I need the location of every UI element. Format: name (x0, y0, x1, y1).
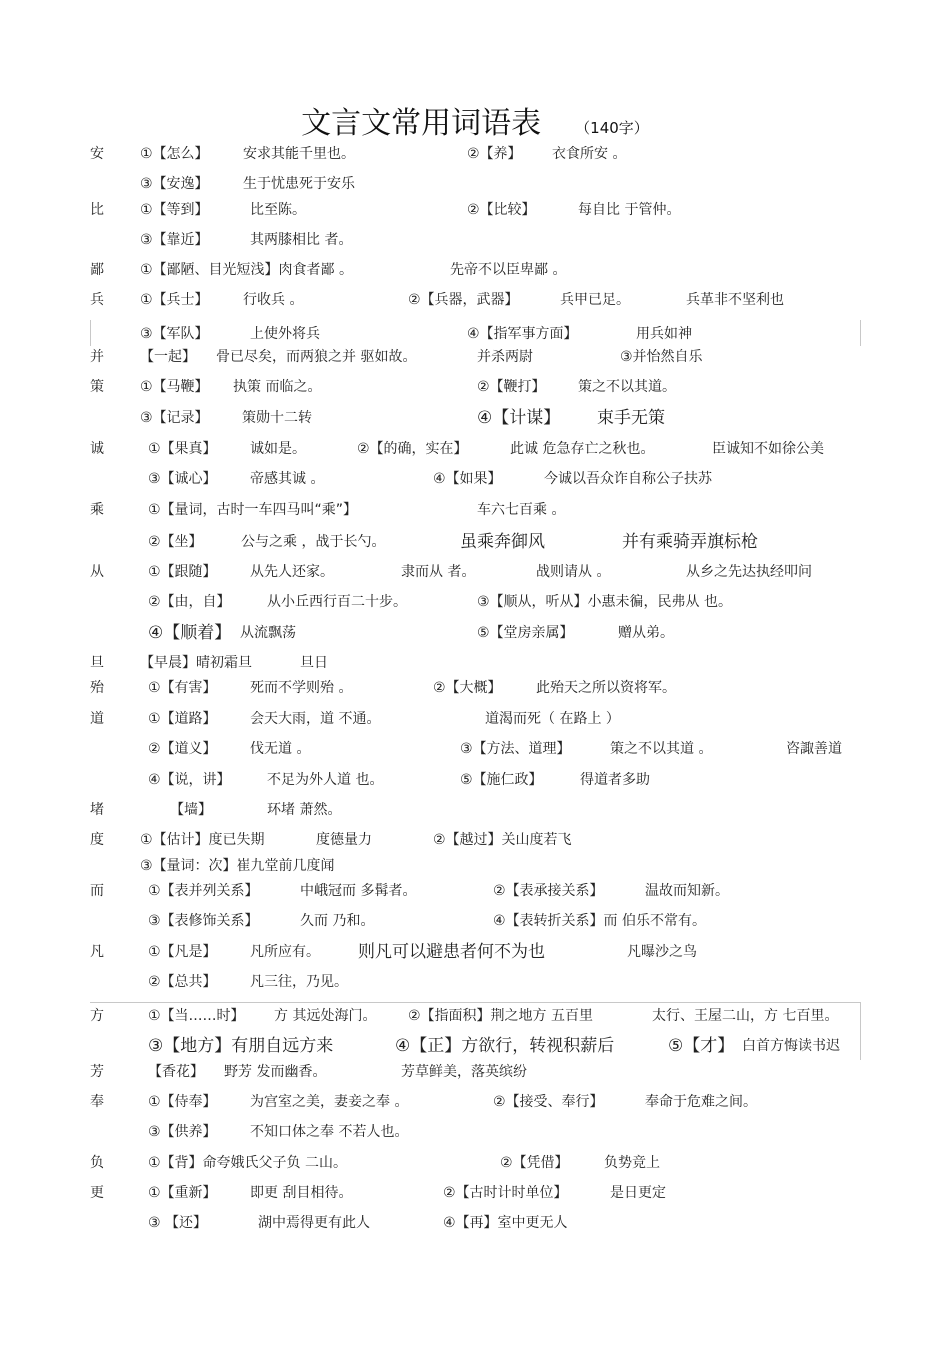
vocab-cell: 从流飘荡 (240, 625, 296, 641)
vocab-cell: 死而不学则殆 。 (250, 680, 353, 696)
vocab-cell: 安求其能千里也。 (243, 146, 355, 162)
vocab-cell: 方 (90, 1008, 104, 1024)
vocab-cell: 乘 (90, 502, 104, 518)
vocab-cell: 兵革非不坚利也 (686, 292, 784, 308)
vocab-line (0, 798, 950, 822)
vocab-cell: ①【重新】 (148, 1185, 217, 1201)
vocab-cell: 束手无策 (597, 408, 665, 428)
vocab-cell: 虽乘奔御风 (460, 532, 545, 552)
vocab-cell: 策勋十二转 (242, 410, 312, 426)
vocab-cell: ①【当……时】 (148, 1008, 245, 1024)
vocab-cell: ②【比较】 (467, 202, 536, 218)
vocab-cell: ①【等到】 (140, 202, 209, 218)
vocab-cell: 生于忧患死于安乐 (243, 176, 355, 192)
vocab-cell: ④【如果】 (433, 471, 502, 487)
vocab-cell: 今诚以吾众诈自称公子扶苏 (544, 471, 712, 487)
vocab-cell: 【早晨】晴初霜旦 (140, 655, 252, 671)
vocab-cell: 帝感其诚 。 (250, 471, 325, 487)
vocab-cell: 隶而从 者。 (401, 564, 476, 580)
vocab-line (0, 970, 950, 994)
vocab-line (0, 1151, 950, 1175)
vocab-line (0, 621, 950, 645)
vocab-cell: 此殆天之所以资将军。 (536, 680, 676, 696)
vocab-cell: 咨諏善道 (786, 741, 842, 757)
vocab-cell: ③【量词：次】崔九堂前几度闻 (140, 858, 335, 874)
vocab-cell: ③【诚心】 (148, 471, 217, 487)
vocab-cell: 每自比 于管仲。 (578, 202, 681, 218)
vocab-cell: 诚 (90, 441, 104, 457)
vocab-line (0, 437, 950, 461)
vocab-cell: ③【靠近】 (140, 232, 209, 248)
vocab-cell: 战则请从 。 (536, 564, 611, 580)
vocab-cell: 其两膝相比 者。 (250, 232, 353, 248)
vocab-line (0, 737, 950, 761)
vocab-cell: 芳 (90, 1064, 104, 1080)
vocab-cell: 环堵 萧然。 (267, 802, 342, 818)
vocab-cell: ①【鄙陋、目光短浅】肉食者鄙 。 (140, 262, 354, 278)
vocab-cell: 此诚 危急存亡之秋也。 (510, 441, 655, 457)
vocab-line (0, 1090, 950, 1114)
vocab-cell: 奉命于危难之间。 (645, 1094, 757, 1110)
vocab-line (0, 258, 950, 282)
vocab-cell: 并有乘骑弄旗标枪 (622, 532, 758, 552)
vocab-cell: ②【养】 (467, 146, 522, 162)
vocab-cell: 用兵如神 (636, 326, 692, 342)
vocab-cell: 【一起】 (140, 349, 196, 365)
vocab-cell: 野芳 发而幽香。 (224, 1064, 327, 1080)
vocab-line (0, 1034, 950, 1058)
vocab-cell: 并杀两尉 (477, 349, 533, 365)
vocab-cell: ④【计谋】 (477, 408, 561, 428)
vocab-line (0, 909, 950, 933)
vocab-cell: ②【总共】 (148, 974, 217, 990)
vocab-cell: ②【鞭打】 (477, 379, 546, 395)
vocab-cell: 执策 而临之。 (233, 379, 322, 395)
vocab-cell: 赠从弟。 (618, 625, 674, 641)
separator-line (90, 1002, 860, 1003)
vocab-line (0, 172, 950, 196)
vocab-cell: 先帝不以臣卑鄙 。 (450, 262, 567, 278)
vocab-cell: 得道者多助 (580, 772, 650, 788)
vocab-cell: 度 (90, 832, 104, 848)
vocab-line (0, 345, 950, 369)
vocab-cell: 策之不以其道 。 (610, 741, 713, 757)
vocab-cell: ②【越过】关山度若飞 (433, 832, 572, 848)
vocab-cell: ③【方法、道理】 (460, 741, 571, 757)
vocab-cell: 公与之乘 ，战于长勺。 (241, 534, 386, 550)
vocab-cell: 从先人还家。 (250, 564, 334, 580)
vocab-line (0, 198, 950, 222)
title-text: 文言文常用词语表 (301, 106, 542, 141)
vocab-cell: 负势竞上 (604, 1155, 660, 1171)
vocab-line (0, 1211, 950, 1235)
vocab-line (0, 651, 950, 675)
vocab-line (0, 228, 950, 252)
vocab-cell: ②【凭借】 (500, 1155, 569, 1171)
vocab-cell: ②【兵器，武器】 (408, 292, 519, 308)
vocab-cell: 旦日 (300, 655, 328, 671)
vocab-line (0, 768, 950, 792)
vocab-cell: ④【再】室中更无人 (443, 1215, 568, 1231)
vocab-cell: 湖中焉得更有此人 (258, 1215, 370, 1231)
vocab-cell: 中峨冠而 多髯者。 (300, 883, 417, 899)
vocab-line (0, 406, 950, 430)
vocab-cell: ②【指面积】荆之地方 五百里 (408, 1008, 594, 1024)
vocab-cell: 安 (90, 146, 104, 162)
vocab-cell: 比 (90, 202, 104, 218)
vocab-cell: 车六七百乘 。 (477, 502, 566, 518)
vocab-cell: 奉 (90, 1094, 104, 1110)
vocab-line (0, 530, 950, 554)
vocab-cell: 鄙 (90, 262, 104, 278)
vocab-cell: ②【古时计时单位】 (443, 1185, 568, 1201)
vocab-cell: 方 其远处海门。 (274, 1008, 377, 1024)
vocab-cell: 并 (90, 349, 104, 365)
vocab-cell: 负 (90, 1155, 104, 1171)
vocab-cell: ①【凡是】 (148, 944, 217, 960)
vocab-cell: ⑤【才】 (668, 1036, 735, 1056)
vocab-line (0, 879, 950, 903)
vocab-line (0, 854, 950, 878)
vocab-line (0, 707, 950, 731)
page-title (0, 98, 950, 142)
vocab-line (0, 676, 950, 700)
vocab-cell: ④【表转折关系】而 伯乐不常有。 (493, 913, 707, 929)
vocab-cell: 从乡之先达执经叩问 (686, 564, 812, 580)
vocab-cell: 凡所应有。 (250, 944, 320, 960)
vocab-cell: ③【顺从，听从】小惠未徧，民弗从 也。 (477, 594, 732, 610)
vocab-cell: 道渴而死（ 在路上 ） (485, 711, 620, 727)
vocab-line (0, 467, 950, 491)
vocab-cell: 则凡可以避患者何不为也 (358, 942, 545, 962)
vocab-line (0, 1060, 950, 1084)
vocab-cell: ①【兵士】 (140, 292, 209, 308)
vocab-cell: ②【接受、奉行】 (493, 1094, 604, 1110)
vocab-line (0, 1004, 950, 1028)
vocab-cell: 堵 (90, 802, 104, 818)
vocab-cell: 度德量力 (316, 832, 372, 848)
vocab-cell: 上使外将兵 (250, 326, 320, 342)
vocab-cell: 殆 (90, 680, 104, 696)
vocab-cell: 【香花】 (148, 1064, 204, 1080)
vocab-cell: 温故而知新。 (645, 883, 729, 899)
vocab-cell: 不足为外人道 也。 (267, 772, 384, 788)
vocab-cell: ⑤【施仁政】 (460, 772, 543, 788)
vocab-cell: ②【的确，实在】 (357, 441, 468, 457)
vocab-cell: ②【大概】 (433, 680, 502, 696)
vocab-cell: ①【背】命夸娥氏父子负 二山。 (148, 1155, 348, 1171)
vocab-cell: ①【马鞭】 (140, 379, 209, 395)
vocab-cell: 【墙】 (170, 802, 212, 818)
vocab-cell: ③【表修饰关系】 (148, 913, 259, 929)
vocab-cell: 是日更定 (610, 1185, 666, 1201)
vocab-cell: ④【顺着】 (148, 623, 232, 643)
vocab-cell: 不知口体之奉 不若人也。 (250, 1124, 409, 1140)
vocab-cell: ①【果真】 (148, 441, 217, 457)
vocab-cell: 会天大雨，道 不通。 (250, 711, 381, 727)
vocab-cell: ③【供养】 (148, 1124, 217, 1140)
vocab-cell: ②【坐】 (148, 534, 203, 550)
vocab-cell: ③【地方】有朋自远方来 (148, 1036, 334, 1056)
vocab-cell: 旦 (90, 655, 104, 671)
vocab-cell: ①【量词，古时一车四马叫“乘”】 (148, 502, 358, 518)
vocab-cell: ①【有害】 (148, 680, 217, 696)
vocab-cell: ①【怎么】 (140, 146, 209, 162)
vocab-cell: ①【估计】度已失期 (140, 832, 265, 848)
vocab-cell: 凡三往，乃见。 (250, 974, 348, 990)
vocab-cell: 而 (90, 883, 104, 899)
vocab-line (0, 590, 950, 614)
vocab-cell: 即更 刮目相待。 (250, 1185, 353, 1201)
title-subtitle: （140字） (575, 119, 649, 137)
vocab-cell: ③【军队】 (140, 326, 209, 342)
vocab-cell: 道 (90, 711, 104, 727)
vocab-line (0, 828, 950, 852)
vocab-cell: 从 (90, 564, 104, 580)
vocab-cell: 为宫室之美，妻妾之奉 。 (250, 1094, 409, 1110)
vocab-cell: ①【表并列关系】 (148, 883, 259, 899)
vocab-cell: 兵 (90, 292, 104, 308)
vocab-cell: 更 (90, 1185, 104, 1201)
vocab-cell: 比至陈。 (250, 202, 306, 218)
vocab-cell: 行收兵 。 (243, 292, 304, 308)
vocab-cell: ③【安逸】 (140, 176, 209, 192)
vocab-cell: ④【正】方欲行，转视积薪后 (395, 1036, 615, 1056)
vocab-line (0, 1181, 950, 1205)
vocab-cell: 从小丘西行百二十步。 (267, 594, 407, 610)
vocab-cell: ④【指军事方面】 (467, 326, 578, 342)
vocab-cell: 诚如是。 (250, 441, 306, 457)
vocab-cell: 芳草鲜美，落英缤纷 (401, 1064, 527, 1080)
vocab-line (0, 498, 950, 522)
vocab-cell: ②【表承接关系】 (493, 883, 604, 899)
vocab-cell: 伐无道 。 (250, 741, 311, 757)
vocab-line (0, 322, 950, 346)
vocab-cell: ①【道路】 (148, 711, 217, 727)
vocab-cell: 衣食所安 。 (552, 146, 627, 162)
vocab-cell: ②【道义】 (148, 741, 217, 757)
vocab-cell: 凡 (90, 944, 104, 960)
vocab-cell: ①【跟随】 (148, 564, 217, 580)
vocab-line (0, 940, 950, 964)
vocab-cell: 太行、王屋二山，方 七百里。 (652, 1008, 839, 1024)
vocab-line (0, 288, 950, 312)
vocab-cell: ④【说，讲】 (148, 772, 231, 788)
vocab-line (0, 1120, 950, 1144)
vocab-cell: ③ 【还】 (148, 1215, 208, 1231)
vocab-cell: 凡曝沙之鸟 (627, 944, 697, 960)
vocab-cell: ③【记录】 (140, 410, 209, 426)
vocab-cell: 兵甲已足。 (560, 292, 630, 308)
vocab-cell: ⑤【堂房亲属】 (477, 625, 574, 641)
vocab-line (0, 560, 950, 584)
vocab-cell: 久而 乃和。 (300, 913, 375, 929)
vocab-line (0, 375, 950, 399)
vocab-cell: 策之不以其道。 (578, 379, 676, 395)
vocab-cell: 策 (90, 379, 104, 395)
vocab-cell: 臣诚知不如徐公美 (712, 441, 824, 457)
vocab-cell: ①【侍奉】 (148, 1094, 217, 1110)
vocab-cell: ②【由，自】 (148, 594, 231, 610)
vocab-cell: ③并怡然自乐 (620, 349, 703, 365)
vocab-cell: 白首方悔读书迟 (742, 1038, 840, 1054)
vocab-cell: 骨已尽矣，而两狼之并 驱如故。 (216, 349, 417, 365)
vocab-line (0, 142, 950, 166)
